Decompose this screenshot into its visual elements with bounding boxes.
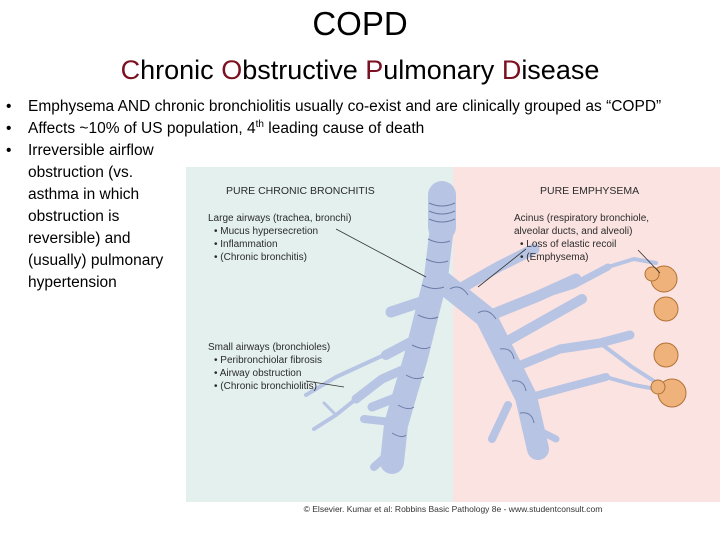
copd-illustration xyxy=(186,167,720,502)
small-airways-title: Small airways (bronchioles) xyxy=(208,342,331,353)
bullet-item: • Emphysema AND chronic bronchiolitis usually co-exist and are clinically grouped as “COPD” xyxy=(6,96,718,118)
acinus-item: • (Emphysema) xyxy=(520,252,589,263)
slide-subtitle xyxy=(0,52,720,88)
emphysema-heading: PURE EMPHYSEMA xyxy=(540,185,640,197)
subtitle-initial: D xyxy=(501,55,522,85)
figure-credit: © Elsevier. Kumar et al: Robbins Basic Pathology 8e - www.studentconsult.com xyxy=(303,504,603,514)
alveolus xyxy=(645,267,659,281)
alveolus xyxy=(654,343,678,367)
copd-figure xyxy=(186,167,720,502)
subtitle-initial: O xyxy=(221,55,243,85)
bullet-item: • Irreversible airflow obstruction (vs. asthma in which obstruction is reversible) and (usually) pulmonary hypertension xyxy=(6,140,188,294)
large-airways-item: • Mucus hypersecretion xyxy=(214,226,319,237)
subtitle-word-rest: ulmonary xyxy=(383,55,502,85)
acinus-item: • Loss of elastic recoil xyxy=(520,239,617,250)
small-airways-item: • Airway obstruction xyxy=(214,368,302,379)
alveolus xyxy=(654,297,678,321)
ordinal-suffix: th xyxy=(255,118,264,130)
bullet-text: leading cause of death xyxy=(263,120,425,137)
subtitle-word-rest: hronic xyxy=(140,55,222,85)
subtitle-word-rest: isease xyxy=(521,55,600,85)
small-airways-item: • Peribronchiolar fibrosis xyxy=(214,355,322,366)
small-airways-item: • (Chronic bronchiolitis) xyxy=(214,381,317,392)
subtitle-initial: C xyxy=(120,55,141,85)
bronchitis-heading: PURE CHRONIC BRONCHITIS xyxy=(226,185,375,197)
slide-title: COPD xyxy=(312,5,408,42)
large-airways-title: Large airways (trachea, bronchi) xyxy=(208,213,352,224)
subtitle-word-rest: bstructive xyxy=(242,55,366,85)
large-airways-item: • (Chronic bronchitis) xyxy=(214,252,307,263)
bullet-item xyxy=(6,118,718,140)
subtitle-initial: P xyxy=(365,55,384,85)
alveolus xyxy=(651,380,665,394)
large-airways-item: • Inflammation xyxy=(214,239,278,250)
acinus-title: Acinus (respiratory bronchiole, xyxy=(514,213,650,224)
bullet-text: Affects ~10% of US population, 4 xyxy=(28,120,256,137)
acinus-title: alveolar ducts, and alveoli) xyxy=(514,226,633,237)
